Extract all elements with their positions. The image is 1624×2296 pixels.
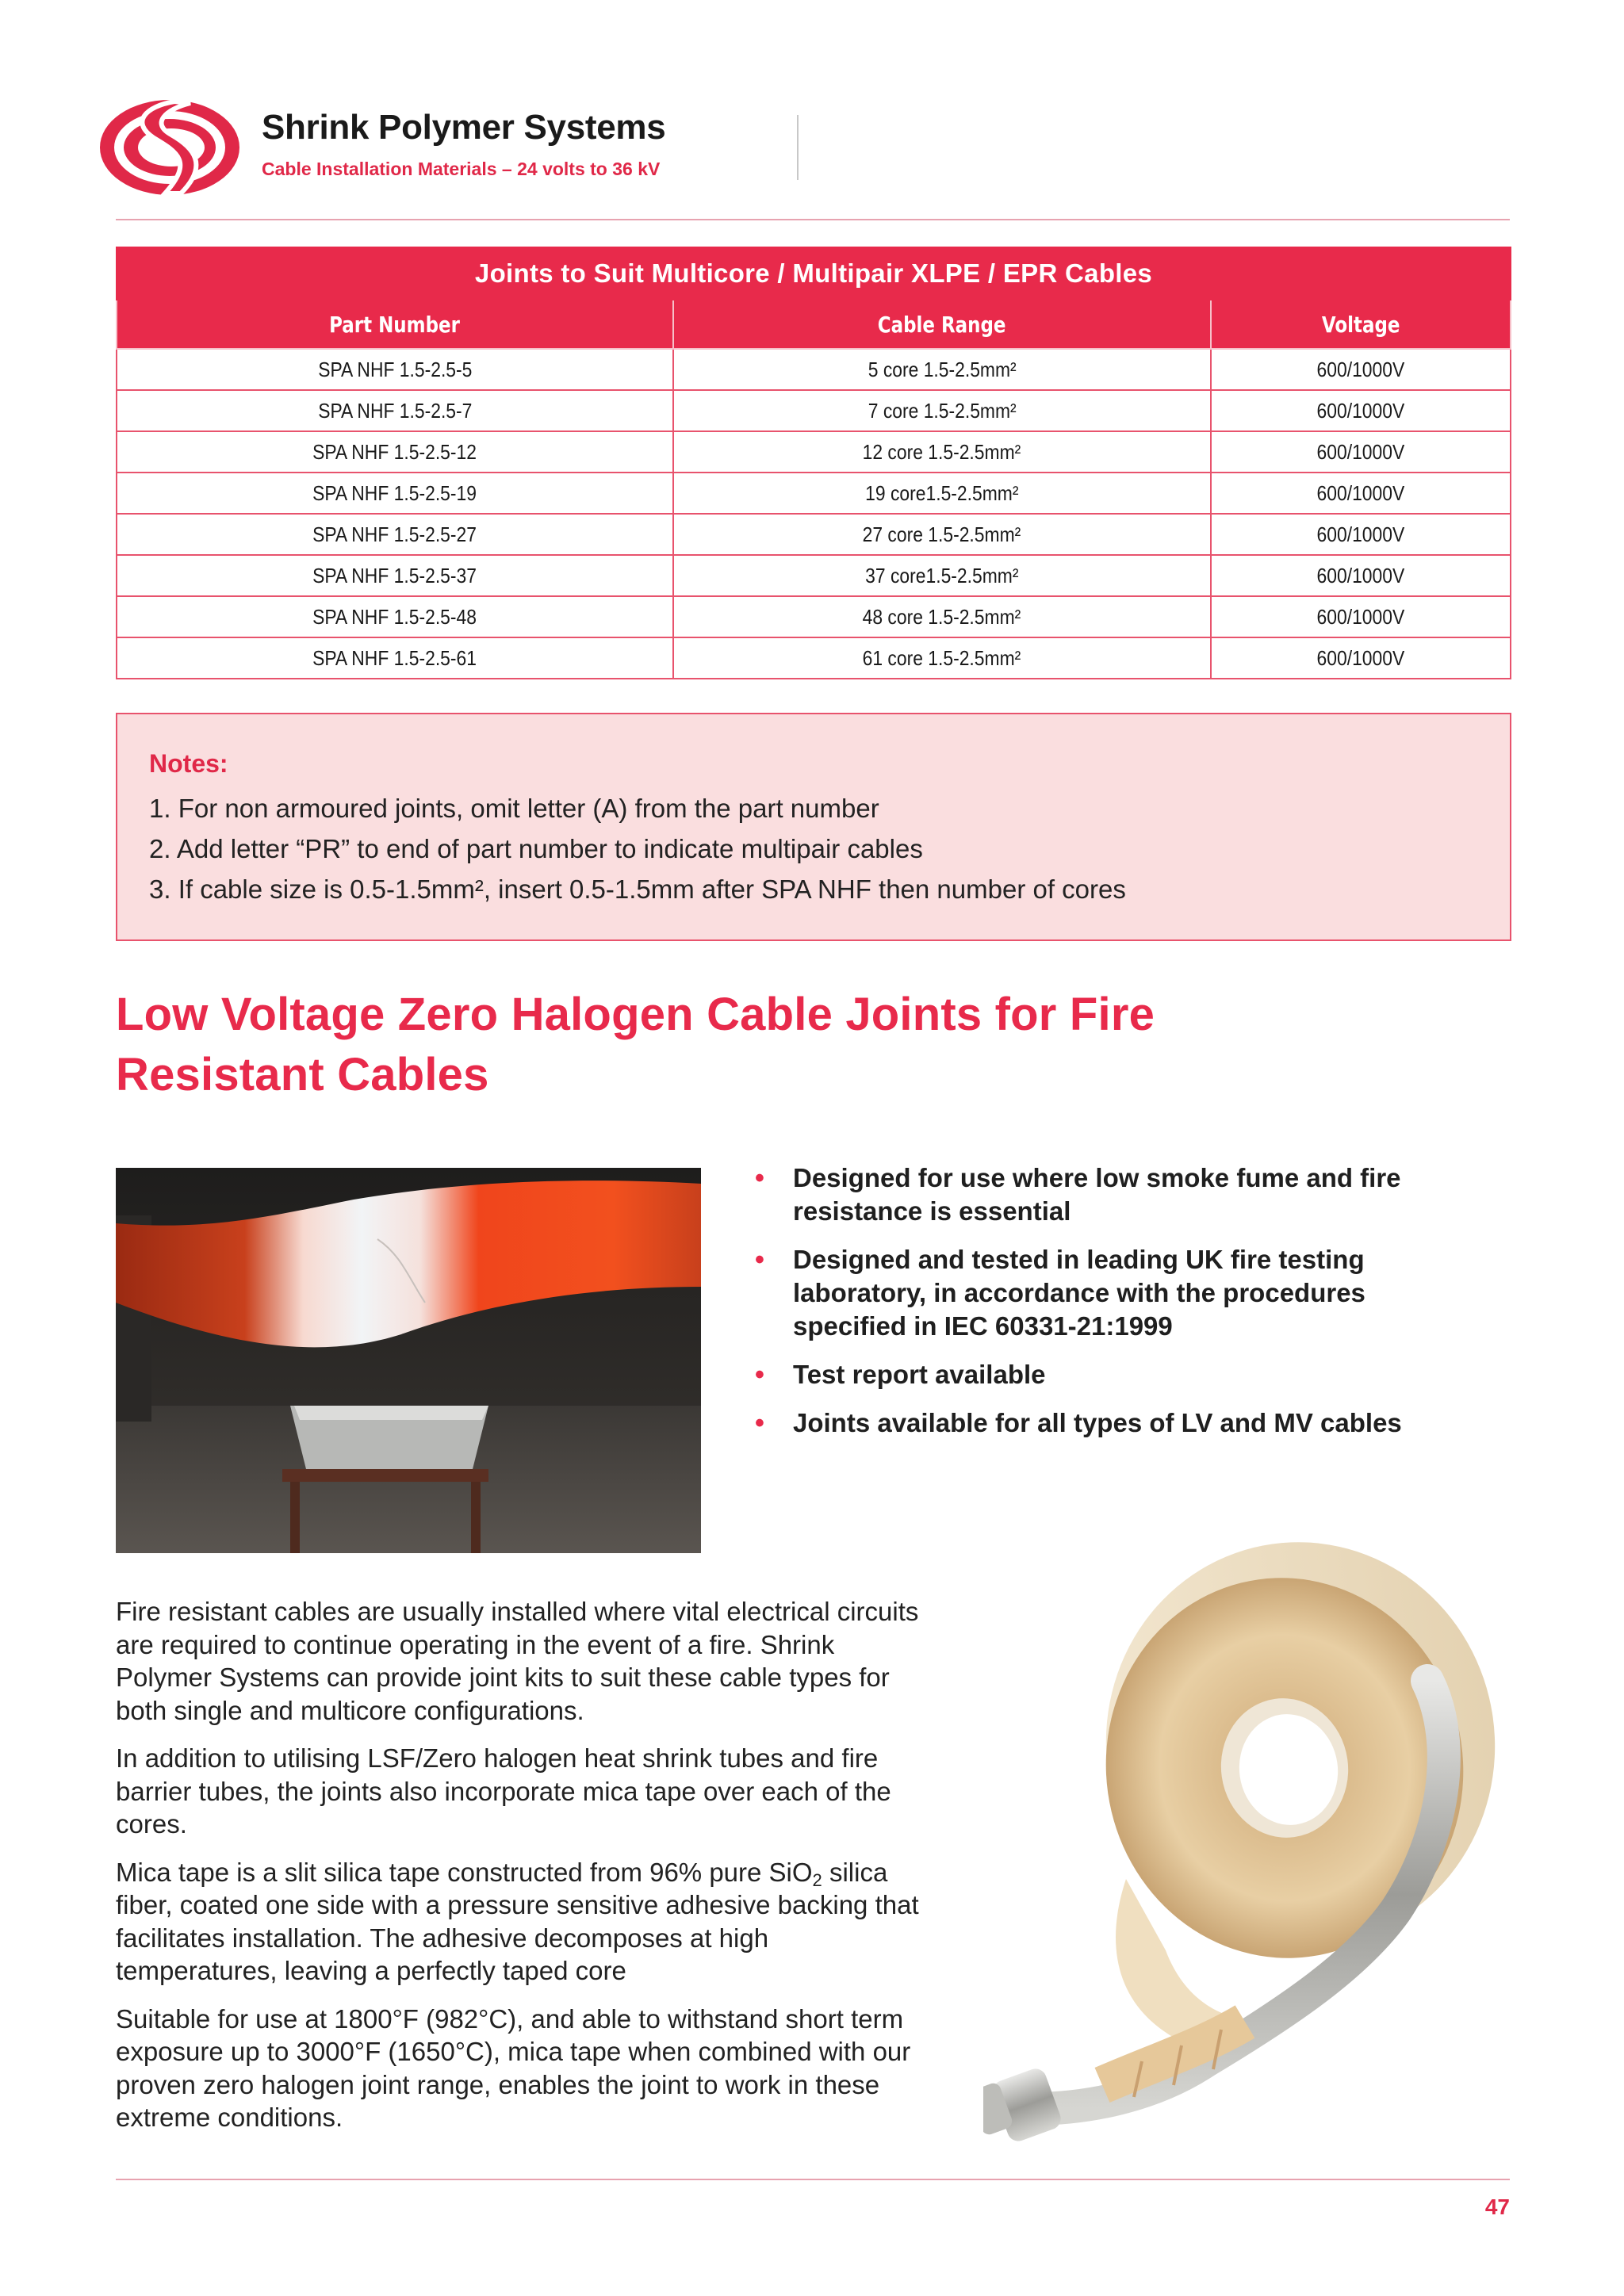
cable-range-cell: 19 core1.5-2.5mm² — [673, 473, 1211, 514]
table-row — [117, 596, 1511, 637]
paragraph: Mica tape is a slit silica tape constructed from 96% pure SiO$_2$ silica fiber, coated one side with a pressure sensitive adhesive backing that facilitates installation. The adhesive decomposes at high temperatures, leaving a perfectly taped core — [116, 1857, 919, 1985]
voltage-cell: 600/1000V — [1211, 555, 1511, 596]
voltage-cell: 600/1000V — [1211, 349, 1511, 390]
part-number-cell: SPA NHF 1.5-2.5-37 — [117, 555, 673, 596]
table-row — [117, 555, 1511, 596]
header-rule — [116, 219, 1510, 220]
voltage-cell: 600/1000V — [1211, 390, 1511, 431]
cable-range-cell: 7 core 1.5-2.5mm² — [673, 390, 1211, 431]
paragraph: Suitable for use at 1800°F (982°C), and able to withstand short term exposure up to 3000°F (1650°C), mica tape when combined with our proven zero halogen joint range, enables the joint to work in these extreme conditions. — [116, 2003, 911, 2132]
bullet-item: • Designed for use where low smoke fume and fire resistance is essential — [755, 1163, 1401, 1226]
note-item: 2. Add letter “PR” to end of part number to indicate multipair cables — [149, 834, 923, 863]
column-header-cable-range: Cable Range — [673, 300, 1211, 349]
joints-table — [116, 247, 1511, 679]
part-number-cell: SPA NHF 1.5-2.5-7 — [117, 390, 673, 431]
bullet-dot-icon: • — [755, 1360, 764, 1390]
cable-range-cell: 27 core 1.5-2.5mm² — [673, 514, 1211, 555]
table-row — [117, 473, 1511, 514]
note-item: 3. If cable size is 0.5-1.5mm², insert 0.5-1.5mm after SPA NHF then number of cores — [149, 874, 1126, 904]
paragraph: In addition to utilising LSF/Zero halogen heat shrink tubes and fire barrier tubes, the joints also incorporate mica tape over each of the cores. — [116, 1743, 891, 1839]
part-number-cell: SPA NHF 1.5-2.5-5 — [117, 349, 673, 390]
part-number-cell: SPA NHF 1.5-2.5-19 — [117, 473, 673, 514]
voltage-cell: 600/1000V — [1211, 596, 1511, 637]
cable-range-cell: 12 core 1.5-2.5mm² — [673, 431, 1211, 473]
table-row — [117, 514, 1511, 555]
table-row — [117, 349, 1511, 390]
brand-name: Shrink Polymer Systems — [262, 108, 666, 147]
cable-fire-test-photo — [116, 1168, 701, 1553]
notes-box — [116, 713, 1511, 941]
brand-tagline: Cable Installation Materials – 24 volts to 36 kV — [262, 159, 661, 179]
cable-range-cell: 61 core 1.5-2.5mm² — [673, 637, 1211, 679]
section-title — [116, 985, 1511, 1105]
table-title: Joints to Suit Multicore / Multipair XLPE / EPR Cables — [117, 247, 1511, 300]
table-row — [117, 637, 1511, 679]
footer-rule — [116, 2179, 1510, 2180]
paragraph: Fire resistant cables are usually installed where vital electrical circuits are required to continue operating in the event of a fire. Shrink Polymer Systems can provide joint kits to suit these cable types for both single and multicore configurations. — [116, 1597, 919, 1725]
part-number-cell: SPA NHF 1.5-2.5-12 — [117, 431, 673, 473]
bullet-dot-icon: • — [755, 1245, 764, 1275]
body-text — [116, 1595, 933, 2149]
voltage-cell: 600/1000V — [1211, 514, 1511, 555]
bullet-item: • Joints available for all types of LV and MV cables — [755, 1408, 1402, 1438]
part-number-cell: SPA NHF 1.5-2.5-61 — [117, 637, 673, 679]
cable-range-cell: 48 core 1.5-2.5mm² — [673, 596, 1211, 637]
table-row — [117, 390, 1511, 431]
column-header-voltage: Voltage — [1211, 300, 1511, 349]
feature-bullets — [752, 1161, 1465, 1455]
voltage-cell: 600/1000V — [1211, 473, 1511, 514]
company-logo — [98, 98, 241, 197]
note-item: 1. For non armoured joints, omit letter (A) from the part number — [149, 794, 879, 823]
part-number-cell: SPA NHF 1.5-2.5-48 — [117, 596, 673, 637]
column-header-part-number: Part Number — [117, 300, 673, 349]
bullet-dot-icon: • — [755, 1408, 764, 1438]
cable-range-cell: 37 core1.5-2.5mm² — [673, 555, 1211, 596]
bullet-item: • Test report available — [755, 1360, 1046, 1390]
header-divider — [797, 115, 799, 180]
table-row — [117, 431, 1511, 473]
bullet-item: • Designed and tested in leading UK fire testing laboratory, in accordance with the procedures specified in IEC 60331-21:1999 — [755, 1245, 1365, 1341]
section-title-line: Low Voltage Zero Halogen Cable Joints for Fire — [116, 989, 1155, 1040]
mica-tape-roll-photo — [983, 1538, 1554, 2172]
notes-title: Notes: — [149, 749, 228, 778]
cable-range-cell: 5 core 1.5-2.5mm² — [673, 349, 1211, 390]
voltage-cell: 600/1000V — [1211, 637, 1511, 679]
bullet-dot-icon: • — [755, 1163, 764, 1193]
page-number: 47 — [1484, 2195, 1510, 2219]
voltage-cell: 600/1000V — [1211, 431, 1511, 473]
part-number-cell: SPA NHF 1.5-2.5-27 — [117, 514, 673, 555]
section-title-line: Resistant Cables — [116, 1049, 489, 1100]
